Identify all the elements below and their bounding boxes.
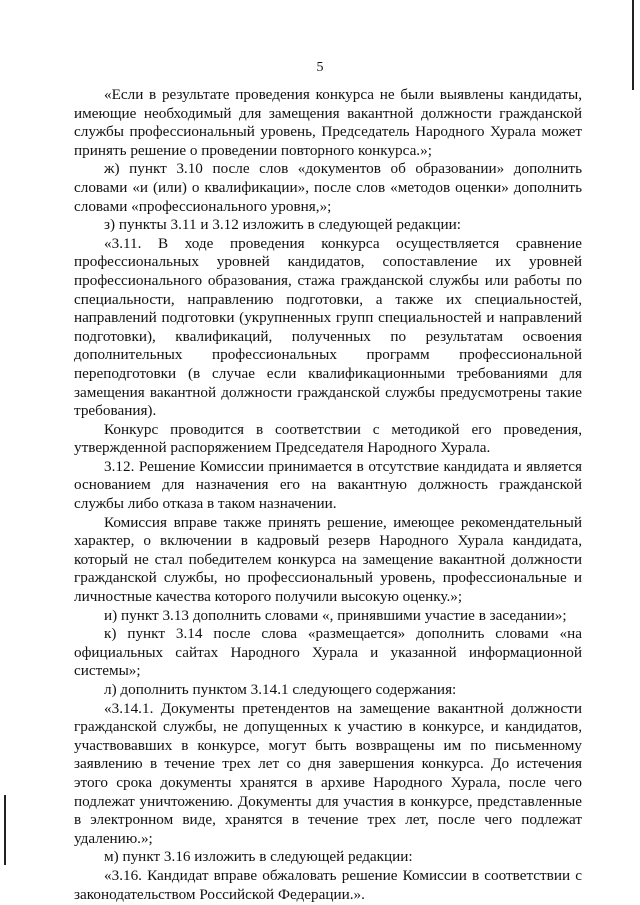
- paragraph: Комиссия вправе также принять решение, имеющее рекомендательный характер, о включении в кадровый резерв Народного Хурала кандидата, который не стал победителем конкурса на замещение вакантной должности гражданской службы, но профессиональный уровень, профессиональные и личностные качества которого получили высокую оценку.»;: [74, 513, 582, 606]
- paragraph: к) пункт 3.14 после слова «размещается» дополнить словами «на официальных сайтах Народного Хурала и указанной информационной системы»;: [74, 625, 582, 680]
- paragraph: «3.16. Кандидат вправе обжаловать решение Комиссии в соответствии с законодательством Российской Федерации.».: [74, 866, 582, 903]
- paragraph: м) пункт 3.16 изложить в следующей редакции:: [104, 848, 413, 866]
- paragraph: «Если в результате проведения конкурса не были выявлены кандидаты, имеющие необходимый для замещения вакантной должности гражданской службы профессиональный уровень, Председатель Народного Хурала может принять решение о проведении повторного конкурса.»;: [74, 86, 582, 159]
- paragraph: «3.14.1. Документы претендентов на замещение вакантной должности гражданской службы, не допущенных к участию в конкурсе, и кандидатов, участвовавших в конкурсе, могут быть возвращены им по письменному заявлению в течение трех лет со дня завершения конкурса. До истечения этого срока документы хранятся в архиве Народного Хурала, после чего подлежат уничтожению. Документы для участия в конкурсе, представленные в электронном виде, хранятся в течение трех лет, после чего подлежат удалению.»;: [74, 699, 582, 847]
- scan-edge-mark: [632, 0, 634, 90]
- scan-edge-mark: [4, 795, 6, 865]
- paragraph: л) дополнить пунктом 3.14.1 следующего содержания:: [104, 681, 457, 698]
- paragraph: «3.11. В ходе проведения конкурса осуществляется сравнение профессиональных уровней кандидатов, сопоставление их уровней профессионального образования, стажа гражданской службы или работы по специальности, направлению подготовки, а также их специальностей, направлений подготовки (укрупненных групп специальностей и направлений подготовки), квалификаций, полученных по результатам освоения дополнительных профессиональных программ профессиональной переподготовки (в случае если квалификационными требованиями для замещения вакантной должности гражданской службы предусмотрены такие требования).: [74, 234, 582, 420]
- paragraph: 3.12. Решение Комиссии принимается в отсутствие кандидата и является основанием для назначения его на вакантную должность гражданской службы либо отказа в таком назначении.: [74, 457, 582, 513]
- paragraph: и) пункт 3.13 дополнить словами «, принявшими участие в заседании»;: [104, 606, 567, 624]
- document-body: [74, 86, 582, 904]
- paragraph: ж) пункт 3.10 после слов «документов об образовании» дополнить словами «и (или) о квалификации», после слов «методов оценки» дополнить словами «профессионального уровня,»;: [74, 160, 582, 215]
- page-number: 5: [316, 60, 324, 75]
- paragraph: з) пункты 3.11 и 3.12 изложить в следующей редакции:: [104, 216, 461, 234]
- paragraph: Конкурс проводится в соответствии с методикой его проведения, утвержденной распоряжением Председателя Народного Хурала.: [74, 420, 582, 457]
